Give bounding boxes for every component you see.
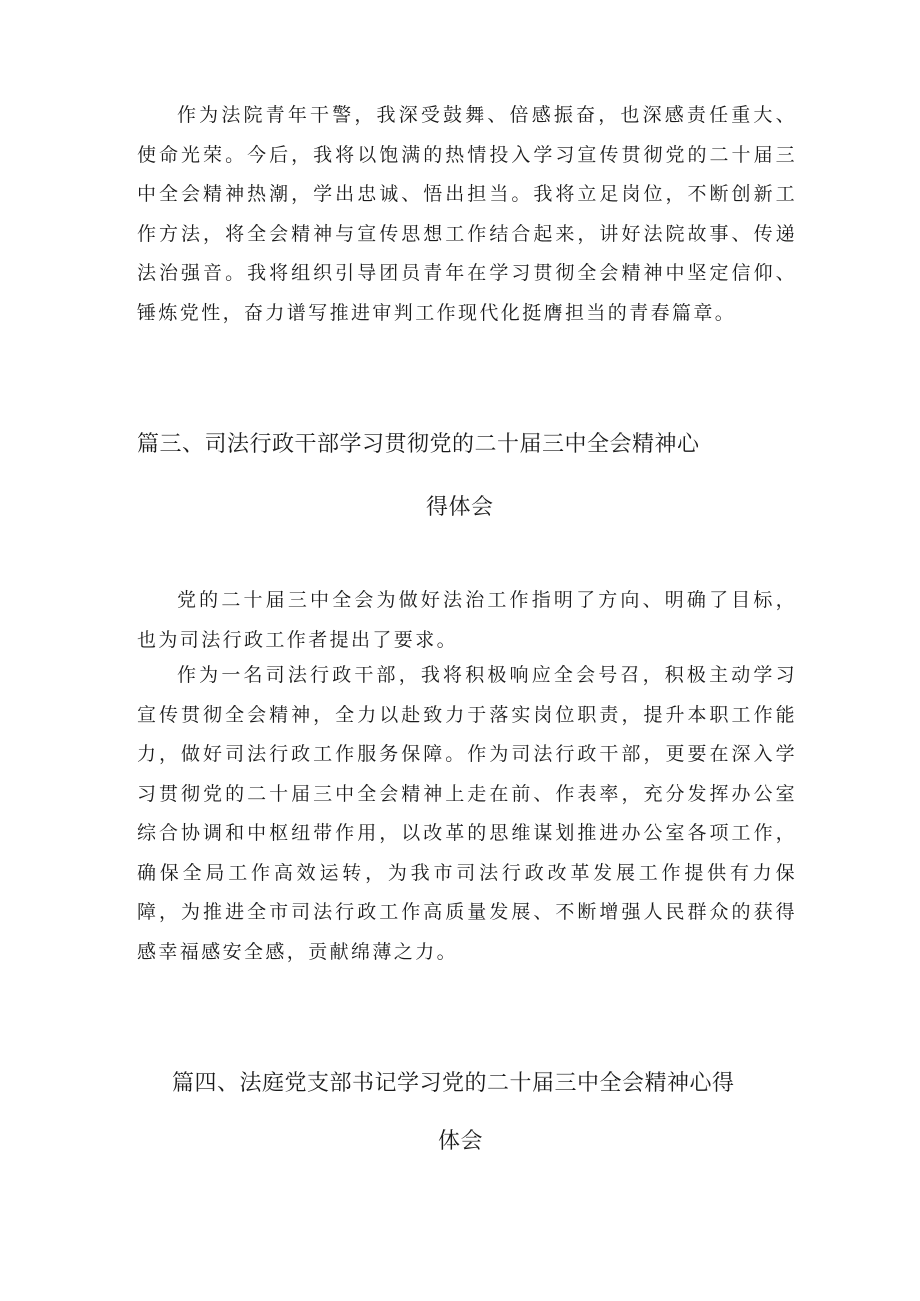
body-paragraph-2: 党的二十届三中全会为做好法治工作指明了方向、明确了目标，也为司法行政工作者提出了要求。 xyxy=(137,589,797,651)
section-heading-4-line-2: 体会 xyxy=(438,1129,484,1154)
section-heading-4-line-1: 篇四、法庭党支部书记学习党的二十届三中全会精神心得 xyxy=(172,1071,735,1096)
body-paragraph-1: 作为法院青年干警，我深受鼓舞、倍感振奋，也深感责任重大、使命光荣。今后，我将以饱满的热情投入学习宣传贯彻党的二十届三中全会精神热潮，学出忠诚、悟出担当。我将立足岗位，不断创新工作方法，将全会精神与宣传思想工作结合起来，讲好法院故事、传递法治强音。我将组织引导团员青年在学习贯彻全会精神中坚定信仰、锤炼党性，奋力谱写推进审判工作现代化挺膺担当的青春篇章。 xyxy=(137,104,797,324)
section-heading-3-line-1: 篇三、司法行政干部学习贯彻党的二十届三中全会精神心 xyxy=(137,432,700,457)
section-heading-3-line-2: 得体会 xyxy=(426,495,494,520)
body-paragraph-3: 作为一名司法行政干部，我将积极响应全会号召，积极主动学习宣传贯彻全会精神，全力以赴致力于落实岗位职责，提升本职工作能力，做好司法行政工作服务保障。作为司法行政干部，更要在深入学习贯彻党的二十届三中全会精神上走在前、作表率，充分发挥办公室综合协调和中枢纽带作用，以改革的思维谋划推进办公室各项工作，确保全局工作高效运转，为我市司法行政改革发展工作提供有力保障，为推进全市司法行政工作高质量发展、不断增强人民群众的获得感幸福感安全感，贡献绵薄之力。 xyxy=(137,664,797,963)
